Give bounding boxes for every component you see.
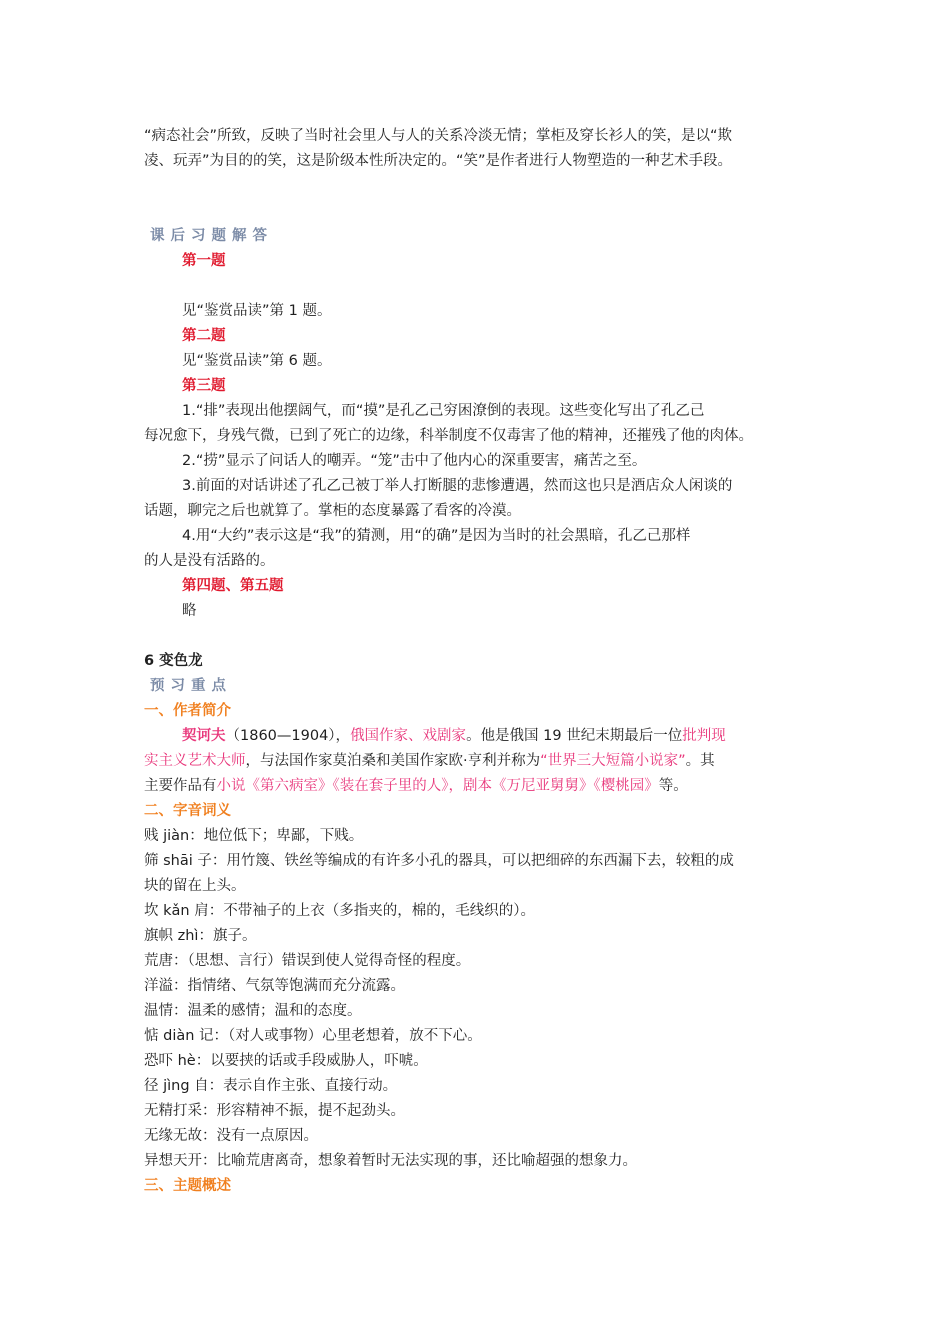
question-3-answer-4-cont: 的人是没有活路的。 xyxy=(144,553,275,569)
theme-heading: 三、主题概述 xyxy=(144,1178,231,1194)
author-years: （1860—1904）， xyxy=(225,728,351,744)
vocab-item: 径 jìng 自：表示自作主张、直接行动。 xyxy=(144,1078,398,1094)
author-text-5: 等。 xyxy=(658,778,688,794)
vocab-item: 惦 diàn 记：（对人或事物）心里老想着，放不下心。 xyxy=(144,1028,482,1044)
vocab-item: 荒唐：（思想、言行）错误到使人觉得奇怪的程度。 xyxy=(144,953,471,969)
vocab-heading: 二、字音词义 xyxy=(144,803,231,819)
author-name: 契诃夫 xyxy=(182,728,226,744)
question-1-title: 第一题 xyxy=(182,253,226,269)
vocab-item: 旗帜 zhì：旗子。 xyxy=(144,928,257,944)
author-role: 俄国作家、戏剧家 xyxy=(350,728,467,744)
question-3-answer-2: 2.“捞”显示了问话人的嘲弄。“笼”击中了他内心的深重要害，痛苦之至。 xyxy=(182,453,647,469)
author-line-3 xyxy=(144,774,814,799)
vocab-item: 无缘无故：没有一点原因。 xyxy=(144,1128,318,1144)
author-text-1: 。他是俄国 19 世纪末期最后一位 xyxy=(466,728,683,744)
question-2-answer: 见“鉴赏品读”第 6 题。 xyxy=(182,353,332,369)
author-highlight-1a: 批判现 xyxy=(682,728,726,744)
question-3-answer-3: 3.前面的对话讲述了孔乙己被丁举人打断腿的悲惨遭遇，然而这也只是酒店众人闲谈的 xyxy=(182,478,733,494)
exercises-heading: 课后习题解答 xyxy=(150,228,273,244)
vocab-item: 无精打采：形容精神不振，提不起劲头。 xyxy=(144,1103,405,1119)
vocab-item: 异想天开：比喻荒唐离奇，想象着暂时无法实现的事，还比喻超强的想象力。 xyxy=(144,1153,637,1169)
author-highlight-1b: 实主义艺术大师 xyxy=(144,753,246,769)
document-page xyxy=(144,124,814,1199)
question-4-5-answer: 略 xyxy=(182,603,197,619)
author-line-1 xyxy=(144,724,814,749)
vocab-item: 坎 kǎn 肩：不带袖子的上衣（多指夹的，棉的，毛线织的）。 xyxy=(144,903,535,919)
author-line-2 xyxy=(144,749,814,774)
question-3-answer-4: 4.用“大约”表示这是“我”的猜测，用“的确”是因为当时的社会黑暗，孔乙己那样 xyxy=(182,528,691,544)
preview-heading: 预习重点 xyxy=(150,678,232,694)
intro-line-2: 凌、玩弄”为目的的笑，这是阶级本性所决定的。“笑”是作者进行人物塑造的一种艺术手段。 xyxy=(144,153,733,169)
vocab-item: 块的留在上头。 xyxy=(144,878,246,894)
vocab-item: 贱 jiàn：地位低下；卑鄙，下贱。 xyxy=(144,828,364,844)
author-text-4: 主要作品有 xyxy=(144,778,217,794)
author-works: 小说《第六病室》《装在套子里的人》，剧本《万尼亚舅舅》《樱桃园》 xyxy=(216,778,659,794)
vocab-item: 恐吓 hè：以要挟的话或手段威胁人，吓唬。 xyxy=(144,1053,428,1069)
question-4-5-title: 第四题、第五题 xyxy=(182,578,284,594)
question-3-title: 第三题 xyxy=(182,378,226,394)
question-3-answer-1-cont: 每况愈下，身残气微，已到了死亡的边缘，科举制度不仅毒害了他的精神，还摧残了他的肉体。 xyxy=(144,428,753,444)
question-2-title: 第二题 xyxy=(182,328,226,344)
lesson-title: 6 变色龙 xyxy=(144,653,203,669)
vocab-item: 温情：温柔的感情；温和的态度。 xyxy=(144,1003,362,1019)
vocab-item: 筛 shāi 子：用竹篾、铁丝等编成的有许多小孔的器具，可以把细碎的东西漏下去，较粗的成 xyxy=(144,853,734,869)
vocab-item: 洋溢：指情绪、气氛等饱满而充分流露。 xyxy=(144,978,405,994)
author-highlight-2: “世界三大短篇小说家” xyxy=(540,753,686,769)
author-text-3: 。其 xyxy=(685,753,715,769)
intro-line-1: “病态社会”所致，反映了当时社会里人与人的关系冷淡无情；掌柜及穿长衫人的笑，是以“欺 xyxy=(144,128,733,144)
author-heading: 一、作者简介 xyxy=(144,703,231,719)
question-1-answer: 见“鉴赏品读”第 1 题。 xyxy=(182,303,332,319)
question-3-answer-1: 1.“排”表现出他摆阔气，而“摸”是孔乙己穷困潦倒的表现。这些变化写出了孔乙己 xyxy=(182,403,705,419)
author-text-2: ，与法国作家莫泊桑和美国作家欧·亨利并称为 xyxy=(245,753,541,769)
question-3-answer-3-cont: 话题，聊完之后也就算了。掌柜的态度暴露了看客的冷漠。 xyxy=(144,503,521,519)
